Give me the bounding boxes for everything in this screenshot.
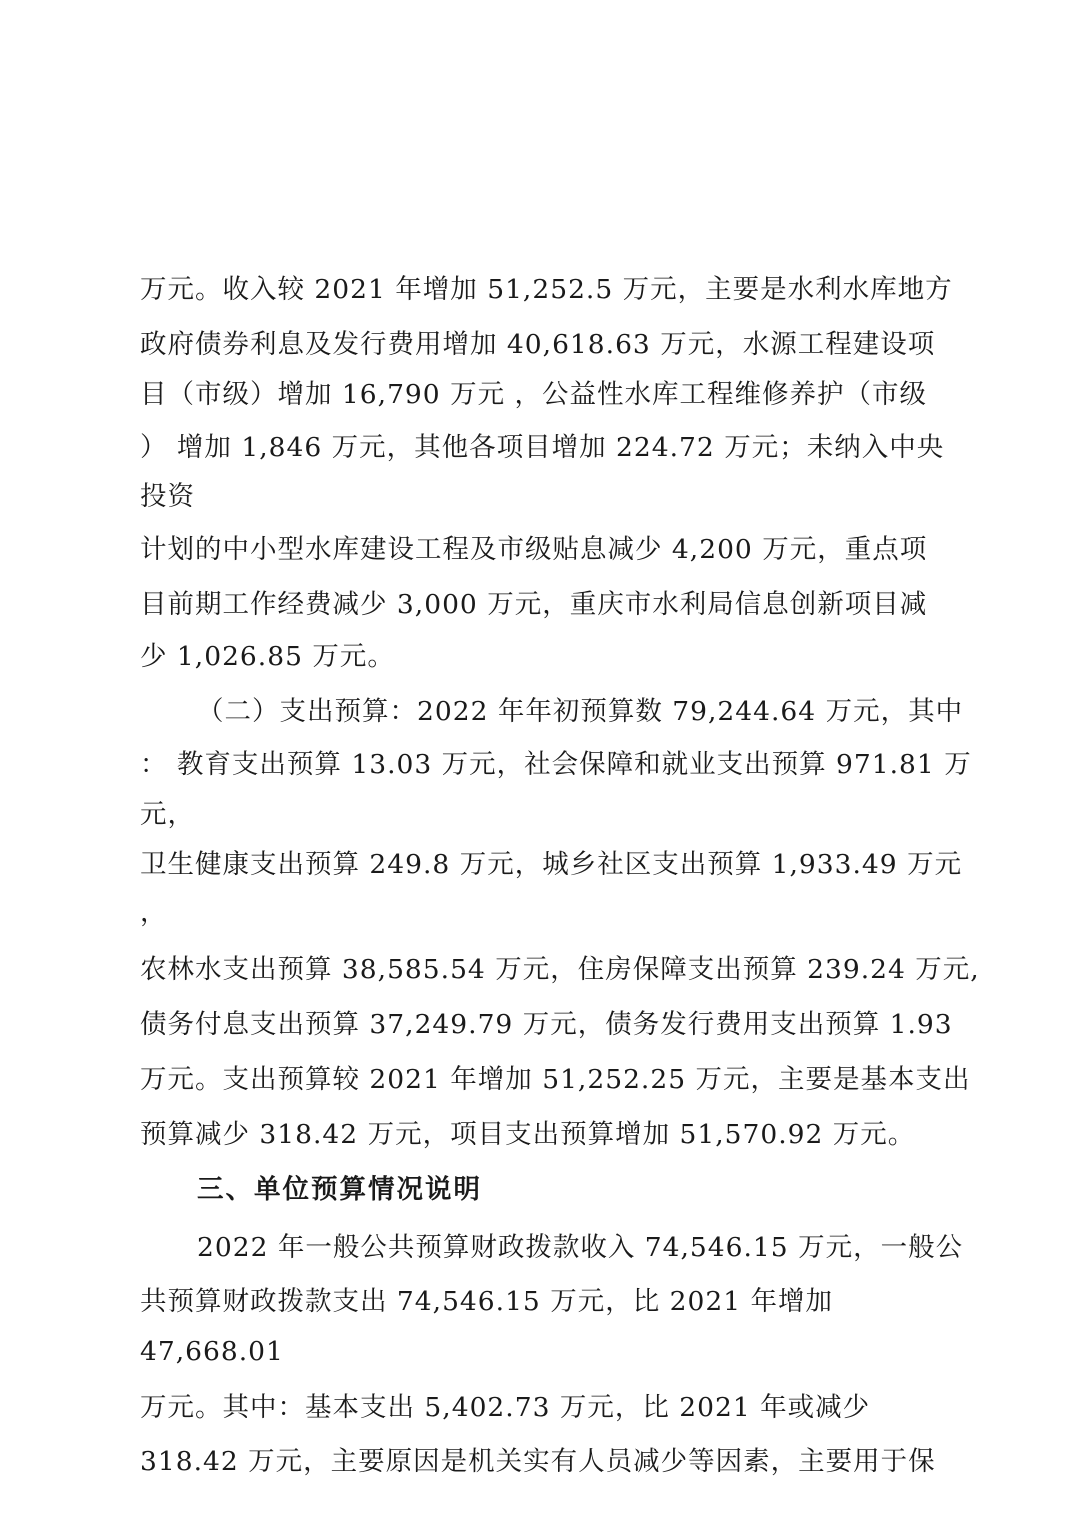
paragraph-line: 卫生健康支出预算 249.8 万元，城乡社区支出预算 1,933.49 万元 <box>140 849 963 880</box>
paragraph-line: 元， <box>140 799 195 830</box>
paragraph-line: ） 增加 1,846 万元，其他各项目增加 224.72 万元；未纳入中央 <box>140 432 945 463</box>
paragraph-line: 债务付息支出预算 37,249.79 万元，债务发行费用支出预算 1.93 <box>140 1009 953 1040</box>
paragraph-line: （二）支出预算：2022 年年初预算数 79,244.64 万元，其中 <box>197 696 964 727</box>
paragraph-line: 计划的中小型水库建设工程及市级贴息减少 4,200 万元，重点项 <box>140 534 928 565</box>
paragraph-line: ， <box>140 897 168 928</box>
paragraph-line: 投资 <box>140 481 195 512</box>
paragraph-line: 目前期工作经费减少 3,000 万元，重庆市水利局信息创新项目减 <box>140 589 928 620</box>
paragraph-line: 万元。支出预算较 2021 年增加 51,252.25 万元，主要是基本支出 <box>140 1064 971 1095</box>
paragraph-line: 政府债券利息及发行费用增加 40,618.63 万元，水源工程建设项 <box>140 329 936 360</box>
paragraph-line: 47,668.01 <box>140 1336 284 1367</box>
paragraph-line: ： 教育支出预算 13.03 万元，社会保障和就业支出预算 971.81 万 <box>140 749 972 780</box>
paragraph-line: 万元。收入较 2021 年增加 51,252.5 万元，主要是水利水库地方 <box>140 274 953 305</box>
section-heading: 三、单位预算情况说明 <box>197 1174 482 1205</box>
paragraph-line: 2022 年一般公共预算财政拨款收入 74,546.15 万元，一般公 <box>197 1232 964 1263</box>
paragraph-line: 318.42 万元，主要原因是机关实有人员减少等因素，主要用于保 <box>140 1446 936 1477</box>
paragraph-line: 农林水支出预算 38,585.54 万元，住房保障支出预算 239.24 万元, <box>140 954 980 985</box>
paragraph-line: 万元。其中：基本支出 5,402.73 万元，比 2021 年或减少 <box>140 1392 871 1423</box>
paragraph-line: 预算减少 318.42 万元，项目支出预算增加 51,570.92 万元。 <box>140 1119 916 1150</box>
paragraph-line: 少 1,026.85 万元。 <box>140 641 395 672</box>
paragraph-line: 共预算财政拨款支出 74,546.15 万元，比 2021 年增加 <box>140 1286 834 1317</box>
paragraph-line: 目（市级）增加 16,790 万元 ，公益性水库工程维修养护（市级 <box>140 379 927 410</box>
